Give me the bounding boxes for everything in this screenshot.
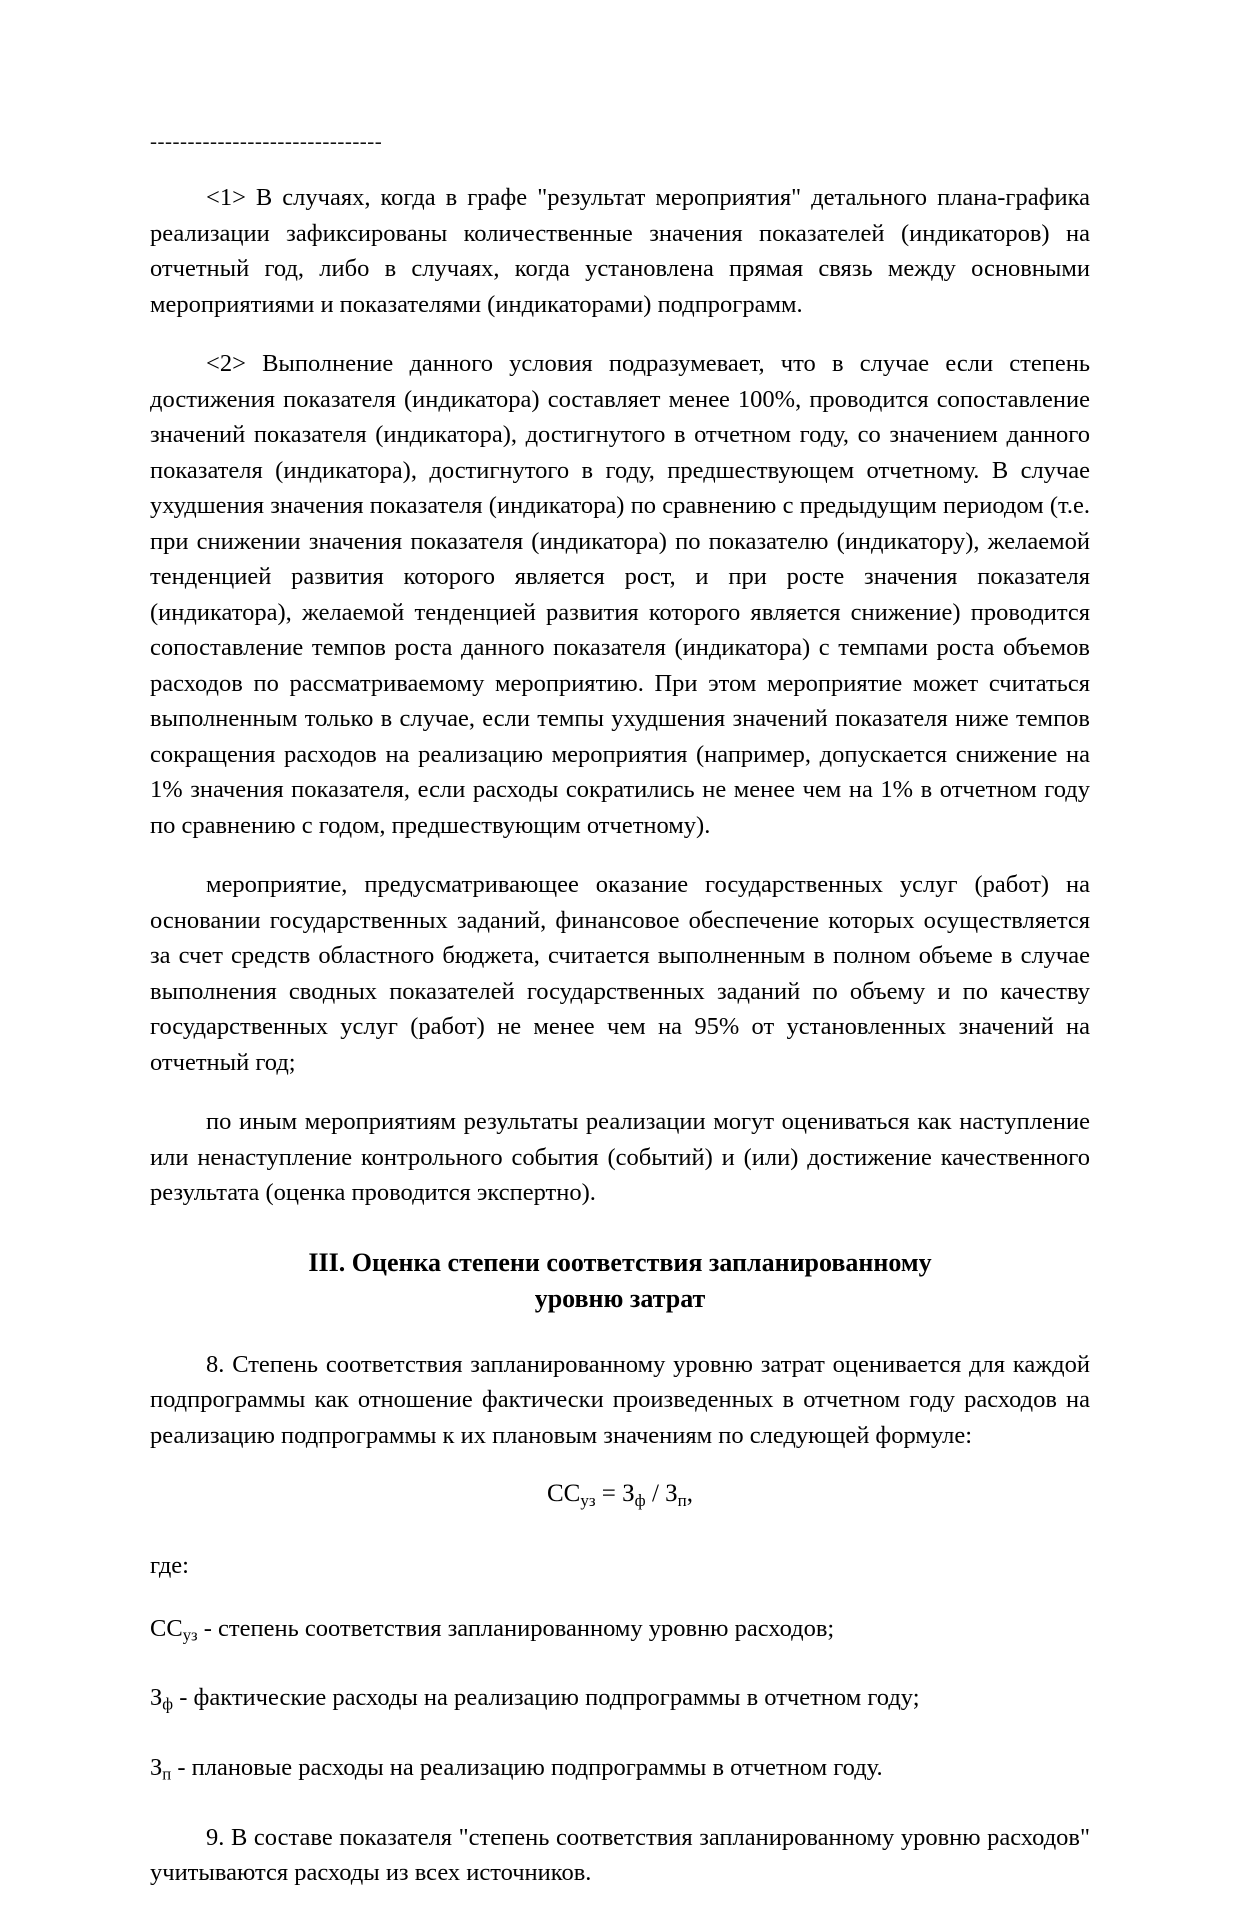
paragraph-state-tasks: мероприятие, предусматривающее оказание государственных услуг (работ) на основании государственных заданий, финансовое обеспечение которых осуществляется за счет средств областного бюджета, считается выполненным в полном объеме в случае выполнения сводных показателей государственных заданий по объему и по качеству государственных услуг (работ) не менее чем на 95% от установленных значений на отчетный год;	[150, 871, 1090, 1076]
where-label: где:	[150, 1551, 189, 1579]
definition-symbol: СС	[150, 1614, 183, 1642]
definition-description: - плановые расходы на реализацию подпрограммы в отчетном году.	[171, 1754, 883, 1782]
definition-description: - степень соответствия запланированному уровню расходов;	[197, 1614, 835, 1642]
footnote-separator: -------------------------------	[150, 129, 383, 153]
section-heading	[150, 1245, 1090, 1317]
definition-description: - фактические расходы на реализацию подпрограммы в отчетном году;	[173, 1684, 920, 1712]
definition-subscript: п	[162, 1764, 172, 1784]
definition-z-f	[150, 1680, 1090, 1722]
definition-cc-uz	[150, 1611, 1090, 1653]
paragraph-item-9: 9. В составе показателя "степень соответствия запланированному уровню расходов" учитываются расходы из всех источников.	[150, 1823, 1090, 1887]
formula-equals: =	[595, 1480, 623, 1507]
formula-lhs: СС	[546, 1480, 581, 1507]
paragraph-item-8: 8. Степень соответствия запланированному уровню затрат оценивается для каждой подпрограммы как отношение фактически произведенных в отчетном году расходов на реализацию подпрограммы к их плановым значениям по следующей формуле:	[150, 1350, 1090, 1449]
formula-lhs-subscript: уз	[580, 1490, 596, 1510]
formula-cc-uz	[150, 1477, 1090, 1518]
definition-subscript: уз	[182, 1625, 198, 1645]
formula-denominator: З	[665, 1480, 678, 1507]
formula-numerator: З	[622, 1480, 635, 1507]
definition-z-p	[150, 1750, 1090, 1792]
section-heading-line-2: уровню затрат	[534, 1283, 706, 1313]
formula-denominator-subscript: п	[677, 1490, 687, 1510]
definition-symbol: З	[150, 1754, 163, 1782]
page-content	[150, 128, 1090, 1915]
paragraph-footnote-2: <2> Выполнение данного условия подразумевает, что в случае если степень достижения показателя (индикатора) составляет менее 100%, проводится сопоставление значений показателя (индикатора), достигнутого в отчетном году, со значением данного показателя (индикатора), достигнутого в году, предшествующем отчетному. В случае ухудшения значения показателя (индикатора) по сравнению с предыдущим периодом (т.е. при снижении значения показателя (индикатора) по показателю (индикатору), желаемой тенденцией развития которого является рост, и при росте значения показателя (индикатора), желаемой тенденцией развития которого является снижение) проводится сопоставление темпов роста данного показателя (индикатора) с темпами роста объемов расходов по рассматриваемому мероприятию. При этом мероприятие может считаться выполненным только в случае, если темпы ухудшения значений показателя ниже темпов сокращения расходов на реализацию мероприятия (например, допускается снижение на 1% значения показателя, если расходы сократились не менее чем на 1% в отчетном году по сравнению с годом, предшествующим отчетному).	[150, 350, 1090, 839]
paragraph-other-measures: по иным мероприятиям результаты реализации могут оцениваться как наступление или ненаступление контрольного события (событий) и (или) достижение качественного результата (оценка проводится экспертно).	[150, 1108, 1090, 1206]
definition-subscript: ф	[162, 1695, 174, 1715]
section-heading-line-1: III. Оценка степени соответствия запланированному	[308, 1247, 932, 1277]
definition-symbol: З	[150, 1684, 163, 1712]
paragraph-footnote-1: <1> В случаях, когда в графе "результат мероприятия" детального плана-графика реализации зафиксированы количественные значения показателей (индикаторов) на отчетный год, либо в случаях, когда установлена прямая связь между основными мероприятиями и показателями (индикаторами) подпрограмм.	[150, 184, 1090, 318]
formula-trailing-comma: ,	[686, 1480, 694, 1507]
formula-numerator-subscript: ф	[634, 1490, 646, 1510]
formula-slash: /	[645, 1480, 666, 1507]
